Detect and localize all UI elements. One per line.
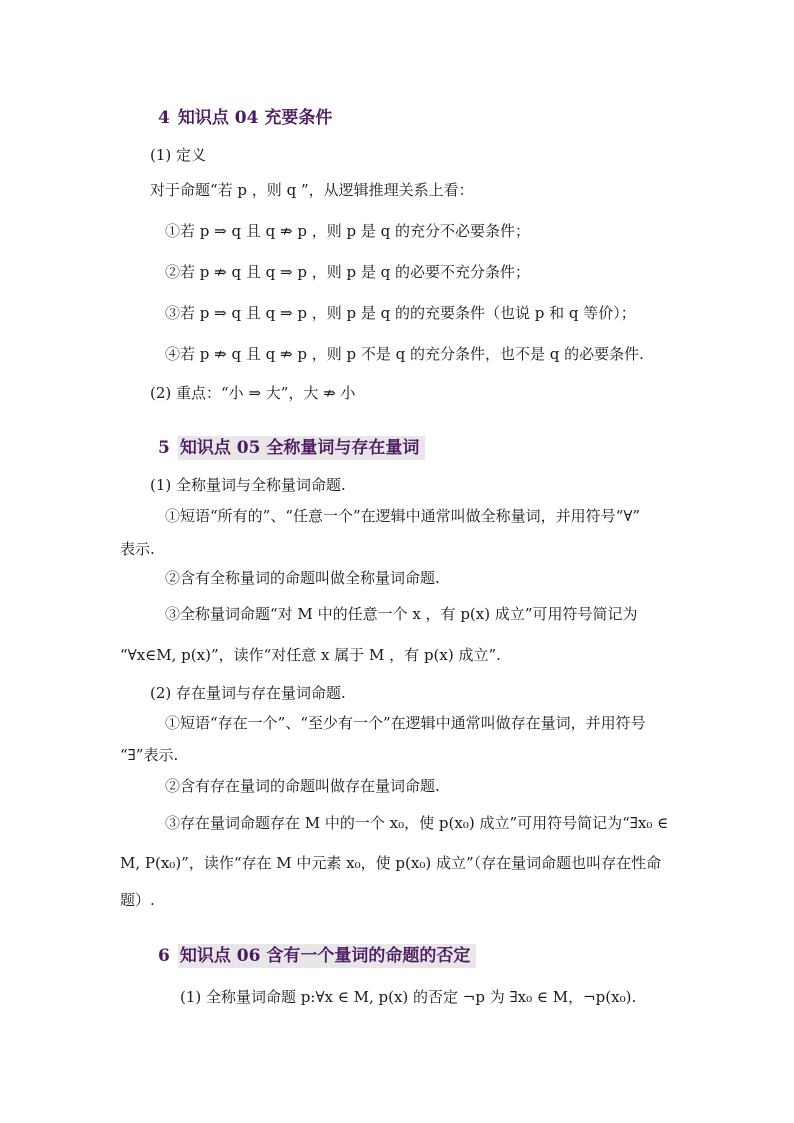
section-number: 4 — [158, 108, 170, 128]
text-line: (1) 全称量词命题 p:∀x ∈ M, p(x) 的否定 ¬p 为 ∃x₀ ∈ M，¬p(x₀). — [180, 988, 637, 1006]
section-heading-5 — [158, 436, 425, 460]
text-line: M, P(x₀)”，读作“存在 M 中元素 x₀，使 p(x₀) 成立”（存在量词命题也叫存在性命 — [120, 854, 662, 872]
text-line: (1) 定义 — [150, 146, 207, 164]
text-line: “∃”表示. — [120, 746, 179, 764]
section-title: 知识点 04 充要条件 — [177, 108, 333, 128]
text-line: ②若 p ⇏ q 且 q ⇒ p ，则 p 是 q 的必要不充分条件； — [165, 263, 530, 281]
text-line: ③全称量词命题“对 M 中的任意一个 x ，有 p(x) 成立”可用符号简记为 — [165, 605, 638, 623]
section-number: 6 — [158, 946, 170, 966]
text-line: “∀x∈M, p(x)”，读作“对任意 x 属于 M ，有 p(x) 成立”. — [120, 646, 501, 664]
text-line: (2) 重点：“小 ⇒ 大”，大 ⇏ 小 — [150, 384, 356, 402]
text-line: 表示. — [120, 540, 155, 558]
section-title: 知识点 06 含有一个量词的命题的否定 — [178, 944, 477, 968]
text-line: ①短语“所有的”、“任意一个”在逻辑中通常叫做全称量词，并用符号“∀” — [165, 507, 641, 525]
text-line: ③存在量词命题存在 M 中的一个 x₀，使 p(x₀) 成立”可用符号简记为“∃x₀ ∈ — [165, 814, 669, 832]
text-line: ②含有全称量词的命题叫做全称量词命题. — [165, 569, 440, 587]
section-title: 知识点 05 全称量词与存在量词 — [178, 436, 426, 460]
section-heading-4 — [158, 106, 332, 130]
text-line: ③若 p ⇒ q 且 q ⇒ p ，则 p 是 q 的的充要条件（也说 p 和 q 等价）； — [165, 304, 636, 322]
section-number: 5 — [158, 438, 170, 458]
text-line: ②含有存在量词的命题叫做存在量词命题. — [165, 777, 440, 795]
text-line: 题）. — [120, 891, 155, 909]
text-line: ①若 p ⇒ q 且 q ⇏ p ，则 p 是 q 的充分不必要条件； — [165, 222, 530, 240]
text-line: (2) 存在量词与存在量词命题. — [150, 684, 346, 702]
text-line: ①短语“存在一个”、“至少有一个”在逻辑中通常叫做存在量词，并用符号 — [165, 714, 646, 732]
text-line: (1) 全称量词与全称量词命题. — [150, 476, 346, 494]
section-heading-6 — [158, 944, 476, 968]
text-line: 对于命题“若 p ，则 q ”，从逻辑推理关系上看： — [150, 181, 474, 199]
text-line: ④若 p ⇏ q 且 q ⇏ p ，则 p 不是 q 的充分条件，也不是 q 的必要条件. — [165, 345, 644, 363]
